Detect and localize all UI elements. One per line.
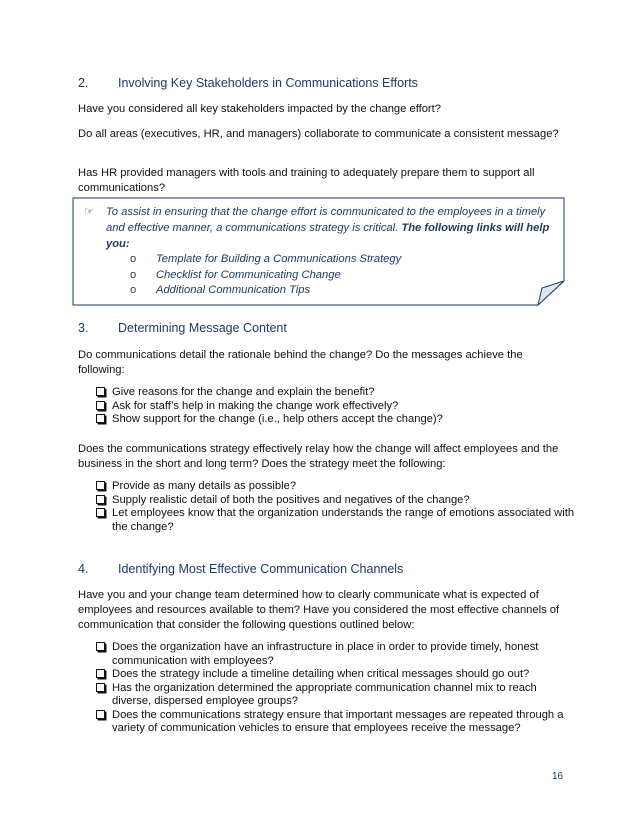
- link-label[interactable]: Checklist for Communicating Change: [156, 268, 341, 281]
- checklist-item: Does the strategy include a timeline detailing when critical messages should go out?: [96, 668, 576, 682]
- checklist-item: Provide as many details as possible?: [96, 480, 576, 494]
- section-4-number: 4.: [78, 562, 89, 576]
- checkbox-icon: [96, 387, 105, 396]
- section-3-title: Determining Message Content: [118, 321, 287, 335]
- checklist-item: Let employees know that the organization understands the range of emotions associated with the change?: [96, 507, 576, 534]
- checkbox-icon: [96, 414, 105, 423]
- section-2-title: Involving Key Stakeholders in Communications Efforts: [118, 76, 418, 90]
- checkbox-icon: [96, 495, 105, 504]
- checklist-item: Give reasons for the change and explain the benefit?: [96, 386, 576, 400]
- section-4-title: Identifying Most Effective Communication Channels: [118, 562, 404, 576]
- link-label[interactable]: Template for Building a Communications Strategy: [156, 253, 402, 265]
- section-2-question-3: Has HR provided managers with tools and training to adequately prepare them to support all communications?: [78, 167, 535, 194]
- checkbox-icon: [96, 481, 105, 490]
- callout-text-plain: To assist in ensuring that the change effort is communicated to the employees in a timely and effective manner, a communications strategy is critical.: [106, 206, 546, 234]
- pointing-hand-icon: ☞: [84, 206, 94, 218]
- checklist-item: Does the communications strategy ensure that important messages are repeated through a variety of communication vehicles to ensure that employees receive the message?: [96, 709, 576, 736]
- section-4-heading: [78, 562, 403, 576]
- bullet-o: o: [130, 284, 137, 296]
- bullet-o: o: [130, 268, 137, 281]
- checklist-item: Does the organization have an infrastructure in place in order to provide timely, honest communication with employees?: [96, 641, 576, 668]
- section-3-checklist-1: [96, 386, 576, 427]
- section-2-heading: [78, 76, 418, 90]
- checklist-item: Has the organization determined the appropriate communication channel mix to reach diverse, dispersed employee groups?: [96, 682, 576, 709]
- checkbox-icon: [96, 508, 105, 517]
- checklist-item: Supply realistic detail of both the positives and negatives of the change?: [96, 494, 576, 508]
- checkbox-icon: [96, 401, 105, 410]
- checklist-item: Show support for the change (i.e., help others accept the change)?: [96, 413, 576, 427]
- callout-links: [84, 252, 554, 299]
- link-additional-tips[interactable]: [130, 283, 554, 299]
- section-4-intro: Have you and your change team determined how to clearly communicate what is expected of employees and resources available to them? Have you considered the most effective channels of communication that consider the following questions outlined below:: [78, 589, 560, 631]
- section-2-question-2: Do all areas (executives, HR, and managers) collaborate to communicate a consistent message?: [78, 128, 559, 140]
- section-2-question-1: Have you considered all key stakeholders impacted by the change effort?: [78, 103, 441, 115]
- page-number: 16: [552, 771, 564, 782]
- section-3-intro-1: Do communications detail the rationale behind the change? Do the messages achieve the following:: [78, 349, 523, 376]
- callout-text: [84, 204, 554, 252]
- section-3-heading: [78, 321, 287, 335]
- link-checklist[interactable]: [130, 268, 554, 284]
- checkbox-icon: [96, 683, 105, 692]
- callout-body: [84, 204, 554, 299]
- link-template-strategy[interactable]: [130, 252, 554, 268]
- section-3-checklist-2: [96, 480, 576, 534]
- checkbox-icon: [96, 642, 105, 651]
- checkbox-icon: [96, 710, 105, 719]
- link-label[interactable]: Additional Communication Tips: [156, 284, 311, 296]
- bullet-o: o: [130, 253, 137, 265]
- section-3-number: 3.: [78, 321, 89, 335]
- section-4-checklist: [96, 641, 576, 736]
- callout-note: [72, 197, 566, 306]
- section-2-number: 2.: [78, 76, 89, 90]
- checkbox-icon: [96, 669, 105, 678]
- section-3-intro-2: Does the communications strategy effectively relay how the change will affect employees and the business in the short and long term? Does the strategy meet the following:: [78, 443, 559, 470]
- checklist-item: Ask for staff’s help in making the change work effectively?: [96, 400, 576, 414]
- callout-text-bold: The following links will help you:: [106, 222, 550, 250]
